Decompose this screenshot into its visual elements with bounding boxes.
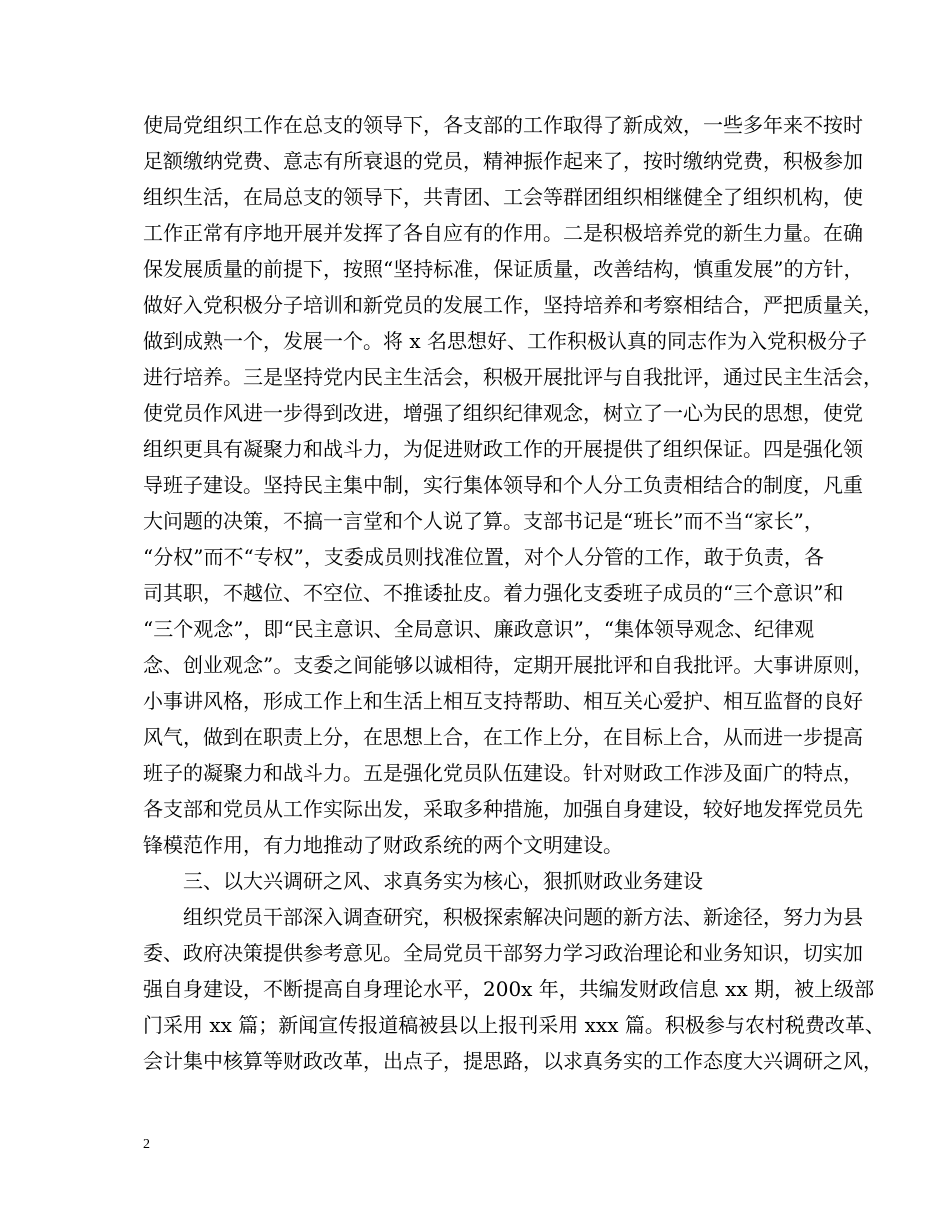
text-line: 组织更具有凝聚力和战斗力，为促进财政工作的开展提供了组织保证。四是强化领 <box>143 437 863 461</box>
text-line: 委、政府决策提供参考意见。全局党员干部努力学习政治理论和业务知识，切实加 <box>143 941 863 965</box>
text-line: 组织生活，在局总支的领导下，共青团、工会等群团组织相继健全了组织机构，使 <box>143 185 863 209</box>
text-line: 司其职，不越位、不空位、不推诿扯皮。着力强化支委班子成员的“三个意识”和 <box>143 581 844 605</box>
text-line: 导班子建设。坚持民主集中制，实行集体领导和个人分工负责相结合的制度，凡重 <box>143 473 863 497</box>
text-line: 保发展质量的前提下，按照“坚持标准，保证质量，改善结构，慎重发展”的方针， <box>143 257 864 281</box>
text-line: “三个观念”，即“民主意识、全局意识、廉政意识”，“集体领导观念、纪律观 <box>143 617 815 641</box>
text-line: 做好入党积极分子培训和新党员的发展工作，坚持培养和考察相结合，严把质量关， <box>143 293 883 317</box>
text-line: 强自身建设，不断提高自身理论水平，200x 年，共编发财政信息 xx 期，被上级部 <box>143 977 875 1001</box>
text-line: 班子的凝聚力和战斗力。五是强化党员队伍建设。针对财政工作涉及面广的特点， <box>143 761 863 785</box>
text-line: 使党员作风进一步得到改进，增强了组织纪律观念，树立了一心为民的思想，使党 <box>143 401 863 425</box>
page-number: 2 <box>143 1137 150 1152</box>
text-line: 各支部和党员从工作实际出发，采取多种措施，加强自身建设，较好地发挥党员先 <box>143 797 863 821</box>
text-line: 做到成熟一个，发展一个。将 x 名思想好、工作积极认真的同志作为入党积极分子 <box>143 329 867 353</box>
text-line: 小事讲风格，形成工作上和生活上相互支持帮助、相互关心爱护、相互监督的良好 <box>143 689 863 713</box>
text-line: 使局党组织工作在总支的领导下，各支部的工作取得了新成效，一些多年来不按时 <box>143 113 863 137</box>
text-line: 门采用 xx 篇；新闻宣传报道稿被县以上报刊采用 xxx 篇。积极参与农村税费改革、 <box>143 1013 885 1037</box>
text-line: “分权”而不“专权”，支委成员则找准位置，对个人分管的工作，敢于负责，各 <box>143 545 824 569</box>
text-line: 进行培养。三是坚持党内民主生活会，积极开展批评与自我批评，通过民主生活会， <box>143 365 883 389</box>
text-line: 足额缴纳党费、意志有所衰退的党员，精神振作起来了，按时缴纳党费，积极参加 <box>143 149 863 173</box>
text-line: 工作正常有序地开展并发挥了各自应有的作用。二是积极培养党的新生力量。在确 <box>143 221 863 245</box>
text-line: 组织党员干部深入调查研究，积极探索解决问题的新方法、新途径，努力为县 <box>143 905 863 929</box>
section-heading: 三、以大兴调研之风、求真务实为核心，狠抓财政业务建设 <box>143 869 703 893</box>
text-line: 锋模范作用，有力地推动了财政系统的两个文明建设。 <box>143 833 623 857</box>
text-line: 大问题的决策，不搞一言堂和个人说了算。支部书记是“班长”而不当“家长”， <box>143 509 824 533</box>
text-line: 风气，做到在职责上分，在思想上合，在工作上分，在目标上合，从而进一步提高 <box>143 725 863 749</box>
text-line: 会计集中核算等财政改革，出点子，提思路，以求真务实的工作态度大兴调研之风， <box>143 1049 883 1073</box>
text-line: 念、创业观念”。支委之间能够以诚相待，定期开展批评和自我批评。大事讲原则， <box>143 653 874 677</box>
